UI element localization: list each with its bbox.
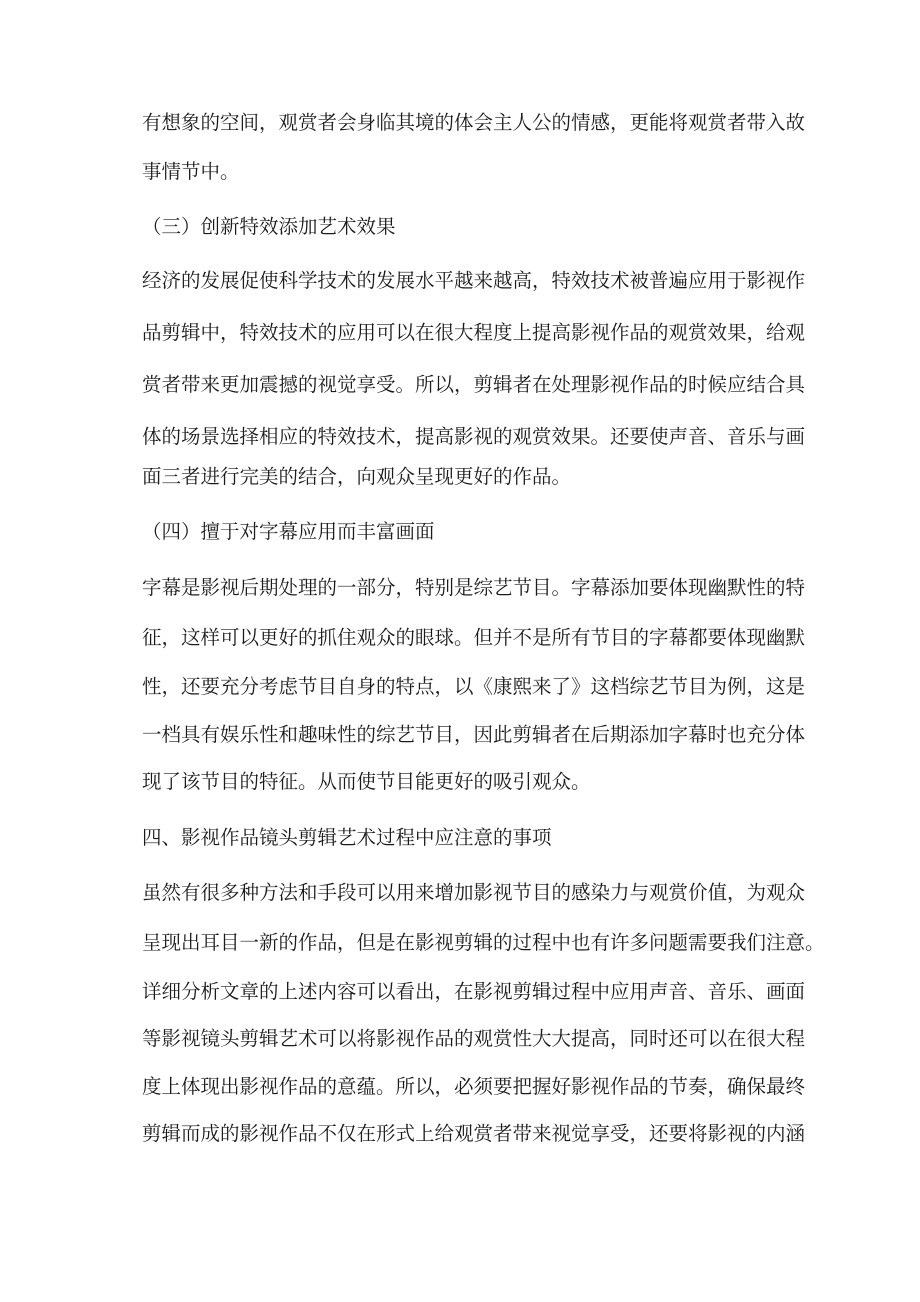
text-line: 现了该节目的特征。从而使节目能更好的吸引观众。 xyxy=(142,770,591,793)
text-line: 经济的发展促使科学技术的发展水平越来越高，特效技术被普遍应用于影视作 xyxy=(142,269,806,292)
text-line: 有想象的空间，观赏者会身临其境的体会主人公的情感，更能将观赏者带入故 xyxy=(142,111,806,134)
section-heading: （四）擅于对字幕应用而丰富画面 xyxy=(142,520,435,543)
text-line: 虽然有很多种方法和手段可以用来增加影视节目的感染力与观赏价值，为观众 xyxy=(142,881,806,904)
section-heading: （三）创新特效添加艺术效果 xyxy=(142,215,396,238)
text-line: 体的场景选择相应的特效技术，提高影视的观赏效果。还要使声音、音乐与画 xyxy=(142,425,806,448)
text-line: 征，这样可以更好的抓住观众的眼球。但并不是所有节目的字幕都要体现幽默 xyxy=(142,626,806,649)
section-heading: 四、影视作品镜头剪辑艺术过程中应注意的事项 xyxy=(142,826,552,849)
text-line: 面三者进行完美的结合，向观众呈现更好的作品。 xyxy=(142,465,572,488)
text-line: 性，还要充分考虑节目自身的特点，以《康熙来了》这档综艺节目为例，这是 xyxy=(142,675,806,698)
text-line: 品剪辑中，特效技术的应用可以在很大程度上提高影视作品的观赏效果，给观 xyxy=(142,321,806,344)
text-line: 度上体现出影视作品的意蕴。所以，必须要把握好影视作品的节奏，确保最终 xyxy=(142,1075,806,1098)
text-line: 等影视镜头剪辑艺术可以将影视作品的观赏性大大提高，同时还可以在很大程 xyxy=(142,1027,806,1050)
text-line: 字幕是影视后期处理的一部分，特别是综艺节目。字幕添加要体现幽默性的特 xyxy=(142,576,806,599)
text-line: 事情节中。 xyxy=(142,160,240,183)
text-line: 剪辑而成的影视作品不仅在形式上给观赏者带来视觉享受，还要将影视的内涵 xyxy=(142,1122,806,1145)
text-line: 详细分析文章的上述内容可以看出，在影视剪辑过程中应用声音、音乐、画面 xyxy=(142,980,806,1003)
text-line: 呈现出耳目一新的作品，但是在影视剪辑的过程中也有许多问题需要我们注意。 xyxy=(142,931,825,954)
text-line: 一档具有娱乐性和趣味性的综艺节目，因此剪辑者在后期添加字幕时也充分体 xyxy=(142,723,806,746)
text-line: 赏者带来更加震撼的视觉享受。所以，剪辑者在处理影视作品的时候应结合具 xyxy=(142,373,806,396)
